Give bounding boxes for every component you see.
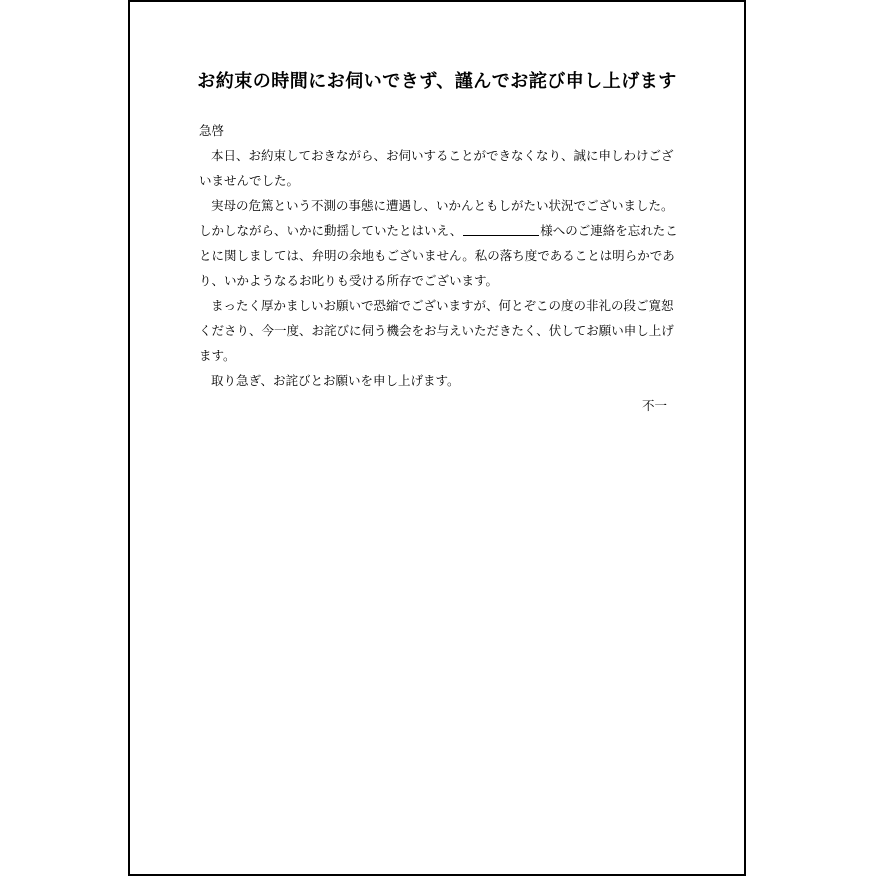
body-line-text: 様へのご連絡を忘れたこ	[540, 223, 678, 238]
letter-title: お約束の時間にお伺いできず、謹んでお詫び申し上げます	[197, 71, 677, 92]
body-line	[199, 193, 675, 218]
body-line: とに関しましては、弁明の余地もございません。私の落ち度であることは明らかであ	[199, 248, 675, 263]
name-blank-field	[463, 221, 539, 236]
body-line-text: まったく厚かましいお願いで恐縮でございますが、何とぞこの度の非礼の段ご寛恕	[211, 298, 674, 313]
body-line	[199, 218, 678, 243]
body-line-text: 本日、お約束しておきながら、お伺いすることができなくなり、誠に申しわけござ	[211, 148, 674, 163]
letter-page	[128, 0, 746, 876]
body-line	[199, 368, 675, 393]
letter-body	[199, 118, 678, 418]
body-line: くださり、今一度、お詫びに伺う機会をお与えいただきたく、伏してお願い申し上げ	[199, 323, 674, 338]
body-line: り、いかようなるお叱りも受ける所存でございます。	[199, 273, 499, 288]
body-line: ます。	[199, 348, 236, 363]
body-line: いませんでした。	[199, 173, 300, 188]
salutation: 急啓	[199, 123, 225, 138]
body-line-text: しかしながら、いかに動揺していたとはいえ、	[199, 223, 463, 238]
body-line	[199, 293, 675, 318]
body-line-text: 取り急ぎ、お詫びとお願いを申し上げます。	[211, 373, 460, 388]
body-line	[199, 143, 675, 168]
closing: 不一	[641, 398, 667, 413]
body-line-text: 実母の危篤という不測の事態に遭遇し、いかんともしがたい状況でございました。	[211, 198, 674, 213]
